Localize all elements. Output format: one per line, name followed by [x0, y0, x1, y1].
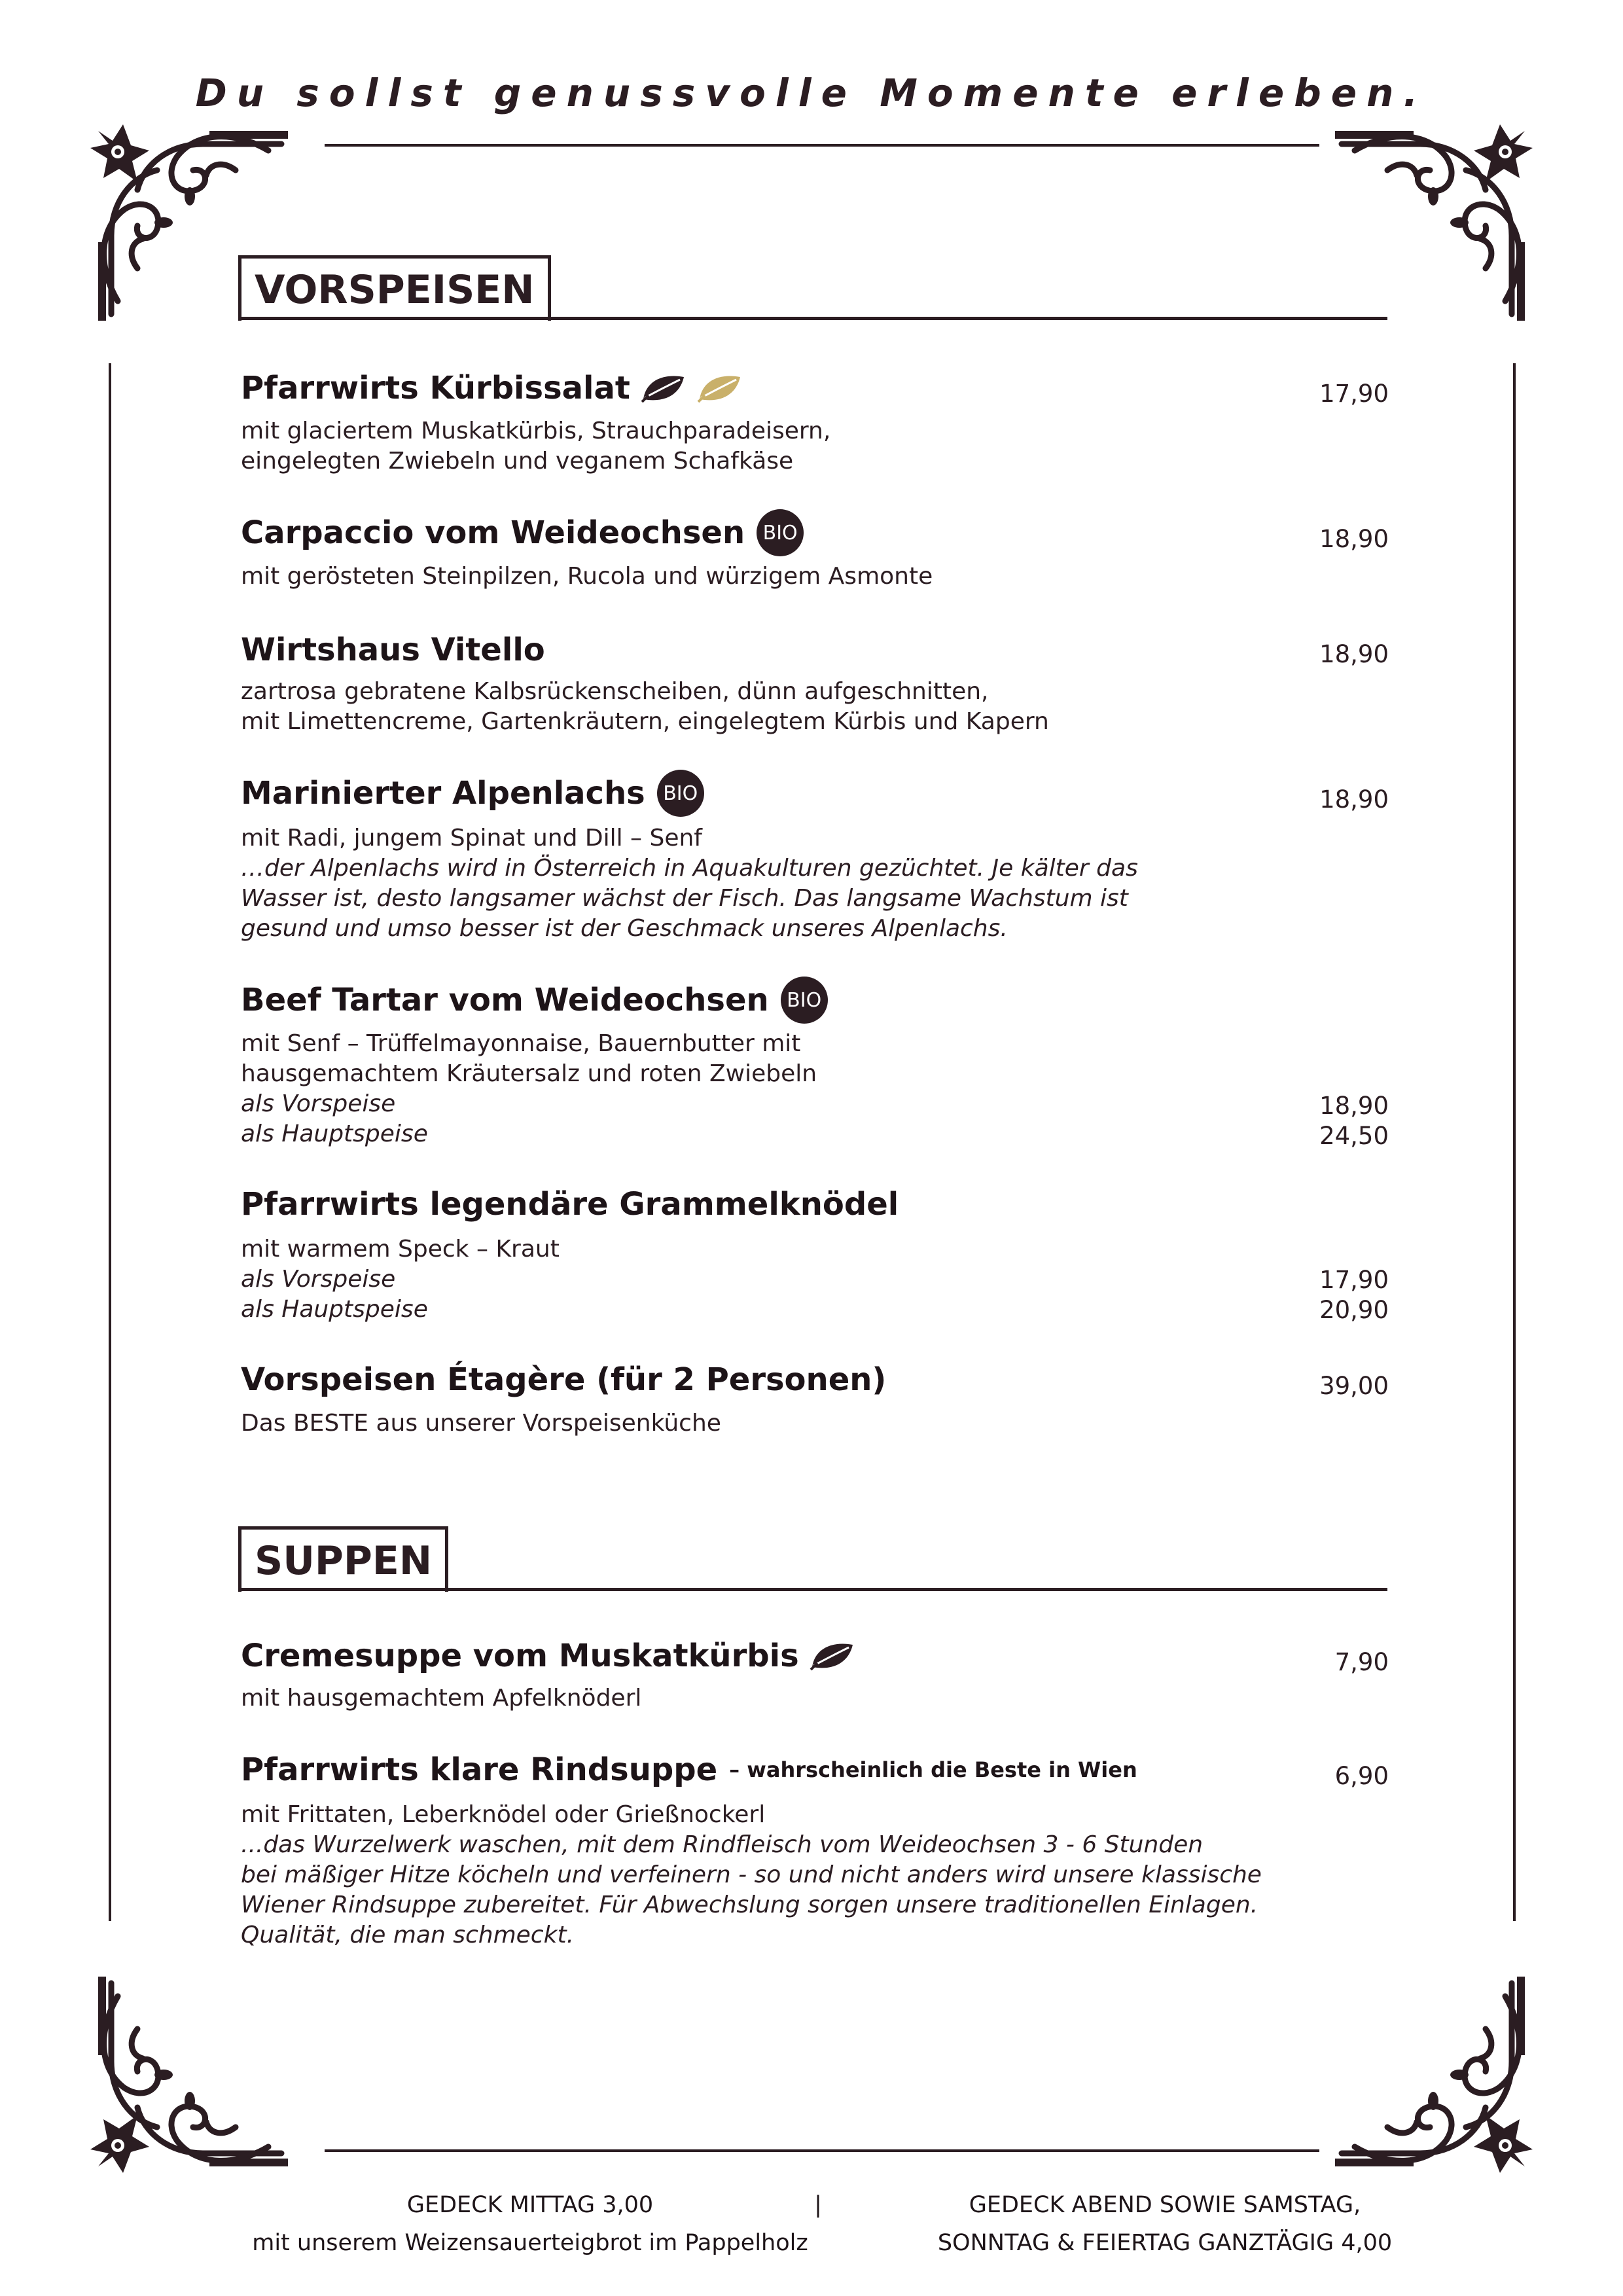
dish-title: Vorspeisen Étagère (für 2 Personen) [241, 1361, 887, 1398]
leaf-dark-icon [641, 372, 687, 404]
dish-price: 24,50 [1319, 1122, 1389, 1150]
dish-title: Marinierter Alpenlachs BIO [241, 770, 704, 817]
dish-price: 18,90 [1319, 1092, 1389, 1120]
footer-left: GEDECK MITTAG 3,00 mit unserem Weizensauerteigbrot im Pappelholz [252, 2192, 808, 2256]
dish-price: 20,90 [1319, 1296, 1389, 1324]
frame-left-line [109, 363, 111, 1921]
dish-price: 39,00 [1319, 1372, 1389, 1400]
tagline-rule [325, 144, 1319, 147]
footer-separator: | [814, 2192, 822, 2218]
bio-badge: BIO [757, 509, 804, 556]
dish-description: mit Frittaten, Leberknödel oder Grießnockerl ...das Wurzelwerk waschen, mit dem Rindfleisch vom Weideochsen 3 - 6 Stunden bei mäßiger Hitze köcheln und verfeinern - so und nicht anders wird unsere klassische Wiener Rindsuppe zubereitet. Für Abwechslung sorgen unsere traditionellen Einlagen. Qualität, die man schmeckt. [241, 1801, 1262, 1948]
dish-title: Carpaccio vom Weideochsen BIO [241, 509, 804, 556]
bio-badge: BIO [657, 770, 704, 817]
dish-description: Das BESTE aus unserer Vorspeisenküche [241, 1410, 721, 1437]
dish-subtitle: – wahrscheinlich die Beste in Wien [729, 1757, 1137, 1782]
dish-title: Pfarrwirts klare Rindsuppe – wahrscheinlich die Beste in Wien [241, 1751, 1137, 1788]
dish-title: Pfarrwirts legendäre Grammelknödel [241, 1186, 899, 1223]
footer-right: GEDECK ABEND SOWIE SAMSTAG, SONNTAG & FEIERTAG GANZTÄGIG 4,00 [937, 2192, 1393, 2256]
bio-badge: BIO [781, 977, 828, 1024]
dish-description: mit warmem Speck – Kraut als Vorspeise als Hauptspeise [241, 1236, 560, 1323]
dish-title: Wirtshaus Vitello [241, 632, 545, 668]
ornament-bottom-right-icon [1335, 1977, 1551, 2193]
section-rule-vorspeisen [238, 317, 1387, 320]
footer-rule [325, 2149, 1319, 2152]
dish-price: 6,90 [1334, 1762, 1389, 1790]
section-title-suppen: SUPPEN [238, 1526, 448, 1592]
ornament-top-right-icon [1335, 105, 1551, 321]
leaf-dark-icon [810, 1640, 855, 1672]
dish-price: 17,90 [1319, 380, 1389, 408]
dish-title: Cremesuppe vom Muskatkürbis [241, 1638, 855, 1674]
dish-description: mit Senf – Trüffelmayonnaise, Bauernbutter mit hausgemachtem Kräutersalz und roten Zwiebeln als Vorspeise als Hauptspeise [241, 1030, 817, 1147]
dish-description: mit Radi, jungem Spinat und Dill – Senf …der Alpenlachs wird in Österreich in Aquakulturen gezüchtet. Je kälter das Wasser ist, desto langsamer wächst der Fisch. Das langsame Wachstum ist gesund und umso besser ist der Geschmack unseres Alpenlachs. [241, 825, 1138, 942]
tagline: Du sollst genussvolle Momente erleben. [195, 71, 1428, 115]
dish-description: mit gerösteten Steinpilzen, Rucola und würzigem Asmonte [241, 563, 933, 590]
dish-description: zartrosa gebratene Kalbsrückenscheiben, dünn aufgeschnitten, mit Limettencreme, Gartenkräutern, eingelegtem Kürbis und Kapern [241, 678, 1049, 735]
ornament-bottom-left-icon [72, 1977, 288, 2193]
dish-title: Beef Tartar vom Weideochsen BIO [241, 977, 828, 1024]
dish-price: 18,90 [1319, 525, 1389, 553]
frame-right-line [1513, 363, 1516, 1921]
dish-title: Pfarrwirts Kürbissalat [241, 370, 743, 406]
dish-price: 7,90 [1334, 1648, 1389, 1676]
section-title-vorspeisen: VORSPEISEN [238, 255, 551, 321]
dish-description: mit glaciertem Muskatkürbis, Strauchparadeisern, eingelegten Zwiebeln und veganem Schafkäse [241, 418, 831, 475]
dish-description: mit hausgemachtem Apfelknöderl [241, 1685, 642, 1712]
leaf-gold-icon [697, 372, 743, 404]
dish-price: 18,90 [1319, 640, 1389, 668]
dish-price: 18,90 [1319, 785, 1389, 814]
dish-price: 17,90 [1319, 1266, 1389, 1294]
section-rule-suppen [238, 1588, 1387, 1591]
